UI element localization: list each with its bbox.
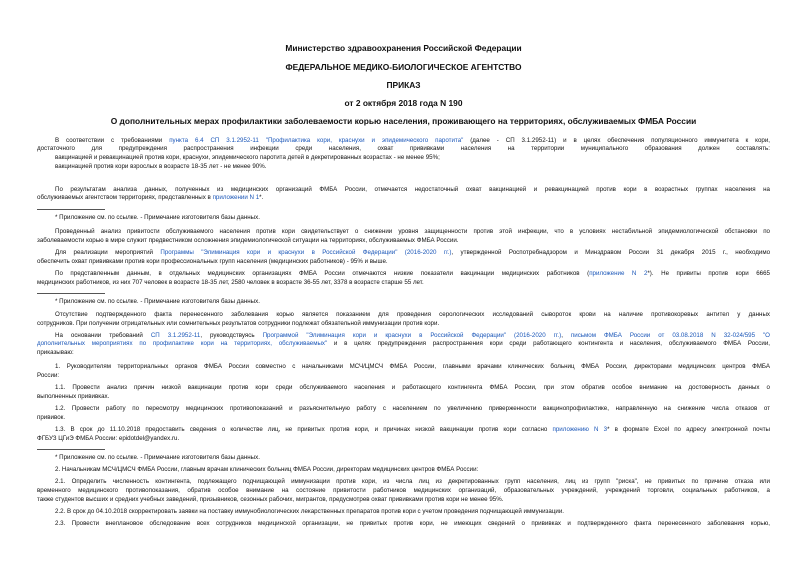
paragraph-line: По представленным данным, в отдельных медицинских организациях ФМБА России отмечаются низкие показатели вакцинации медицинских работников (приложение N 2*). Не привиты против кори 6665 [55,270,770,277]
link-fmba-letter-cont[interactable]: дополнительных мероприятиях по профилактике кори на территориях, обслуживаемых" [37,340,328,347]
order-item: также студентов высших и средних учебных заведений, призывников, сезонных рабочих, мигрантов, предусмотрев охват прививками против кори не менее 95%. [37,496,504,503]
paragraph-line: дополнительных мероприятиях по профилактике кори на территориях, обслуживаемых" и в целях предупреждения распространения кори среди работающего контингента и населения, обслуживаемого ФМБА России, [37,340,770,347]
link-program[interactable]: Программой "Элиминация кори и краснухи в Российской Федерации" (2016-2020 гг.) [262,332,562,339]
order-item: 1.3. В срок до 11.10.2018 предоставить сведения о количестве лиц, не привитых против кори, и причинах низкой вакцинации против кори согласно приложению N 3* в формате Excel по адресу электронной почты [55,426,770,433]
link-elimination-program[interactable]: Программы "Элиминация кори и краснухи в Российской Федерации" (2016-2020 гг.) [160,249,452,256]
footnote-separator [37,209,105,210]
order-item: 1. Руководителям территориальных органов ФМБА России совместно с начальниками МСЧ/ЦМСЧ ФМБА России, главными врачами клинических больниц ФМБА России, директорами медицинских центров ФМБА [55,363,770,370]
agency-title: ФЕДЕРАЛЬНОЕ МЕДИКО-БИОЛОГИЧЕСКОЕ АГЕНТСТВО [285,62,522,72]
paragraph-line: вакцинацией против кори взрослых в возрасте 18-35 лет - не менее 90%. [55,163,267,170]
order-item: 2.2. В срок до 04.10.2018 скорректировать заявки на поставку иммунобиологических лекарственных препаратов против кори с учетом проведения подчищающей иммунизации. [55,508,565,515]
paragraph-line: обеспечить охват прививками против кори профессиональных групп населения (медицинских работников) - 95% и выше. [37,258,388,265]
link-appendix-2[interactable]: приложение N 2 [589,270,648,277]
paragraph-line: медицинских работников, из них 707 человек в возрасте 18-35 лет, 2580 человек в возрасте 36-55 лет, 3378 в возрасте старше 55 лет. [37,279,424,286]
footnote-separator [37,449,105,450]
footnote: * Приложение см. по ссылке. - Примечание изготовителя базы данных. [55,454,260,461]
paragraph-line: В соответствии с требованиями пункта 6.4 СП 3.1.2952-11 "Профилактика кори, краснухи и эпидемического паротита" (далее - СП 3.1.2952-11) и в целях обеспечения популяционного иммунитета к кори, [55,137,770,144]
order-item: 2. Начальникам МСЧ/ЦМСЧ ФМБА России, главным врачам клинических больниц ФМБА России, директорам медицинских центров ФМБА России: [55,466,479,473]
document-type: ПРИКАЗ [386,80,421,90]
paragraph-line: вакцинацией и ревакцинацией против кори, краснухи, эпидемического паротита детей в декретированных возрастах - не менее 95%; [55,154,440,161]
link-fmba-letter[interactable]: письмом ФМБА России от 03.08.2018 N 32-024/595 "О [570,332,770,339]
order-item: 1.2. Провести работу по пересмотру медицинских противопоказаний и разъяснительную работу с населением по увеличению приверженности вакцинопрофилактике, направленную на снижение числа отказов от [55,405,770,412]
ministry-title: Министерство здравоохранения Российской Федерации [285,43,522,53]
footnote: * Приложение см. по ссылке. - Примечание изготовителя базы данных. [55,298,260,305]
order-item: 2.1. Определить численность контингента, подлежащего подчищающей иммунизации против кори, из числа лиц из декретированных групп населения, лиц из групп "риска", не привитых по причине отказа или [55,478,770,485]
paragraph-line: Проведенный анализ привитости обслуживаемого населения против кори свидетельствует о снижении уровня защищенности против этой инфекции, что в условиях нестабильной эпидемиологической обстановки по [55,228,770,235]
document-date-number: от 2 октября 2018 года N 190 [344,98,463,108]
link-appendix-1[interactable]: приложении N 1 [212,194,260,201]
order-item: временного медицинского противопоказания, обратив особое внимание на состояние привитости работников медицинских организаций, образовательных учреждений, учреждений торговли, социальных работников, а [37,487,770,494]
link-sp-3-1-2952-11[interactable]: СП 3.1.2952-11 [150,332,201,339]
paragraph-line: достаточного для предупреждения распространения инфекции среди населения, охват прививками населения на территории муниципального образования должен составлять: [37,145,770,152]
order-item: 2.3. Провести внеплановое обследование всех сотрудников медицинской организации, не привитых против кори, не имеющих сведений о прививках и подтвержденного факта перенесенного заболевания корью, [55,520,770,527]
footnote-separator [37,293,105,294]
paragraph-line: На основании требований СП 3.1.2952-11, руководствуясь Программой "Элиминация кори и краснухи в Российской Федерации" (2016-2020 гг.), письмом ФМБА России от 03.08.2018 N 32-024/595 "О [55,332,770,339]
paragraph-line: обслуживаемых агентством территориях, представленных в приложении N 1*. [37,194,264,201]
document-subject: О дополнительных мерах профилактики заболеваемости корью населения, проживающего на территориях, обслуживаемых ФМБА России [110,116,697,126]
paragraph-line: заболеваемости корью в мире служит предвестником осложнения эпидемиологической ситуации на территориях, обслуживаемых ФМБА России. [37,237,459,244]
paragraph-line: сотрудников. При получении отрицательных или сомнительных результатов сотрудники подлежат обязательной иммунизации против кори. [37,320,440,327]
footnote: * Приложение см. по ссылке. - Примечание изготовителя базы данных. [55,214,260,221]
paragraph-line: По результатам анализа данных, полученных из медицинских организаций ФМБА России, отмечается недостаточный охват вакцинацией и ревакцинацией против кори в возрастных группах населения на [55,186,770,193]
paragraph-line: Отсутствие подтвержденного факта перенесенного заболевания корью является показанием для проведения серологических исследований сывороток крови на наличие противокоревых антител у данных [55,311,770,318]
order-item: прививок. [37,414,66,421]
order-item: выполненных прививках. [37,393,110,400]
paragraph-line: Для реализации мероприятий Программы "Элиминация кори и краснухи в Российской Федерации" (2016-2020 гг.), утвержденной Роспотребнадзором и Минздравом России 31 декабря 2015 г., необходимо [55,249,770,256]
order-item: ФГБУЗ ЦГиЭ ФМБА России: epidotdel@yandex.ru. [37,435,180,442]
order-item: России: [37,372,60,379]
link-sp-6-4[interactable]: пункта 6.4 СП 3.1.2952-11 "Профилактика кори, краснухи и эпидемического паротита" [169,137,464,144]
paragraph-line: приказываю: [37,349,74,356]
order-item: 1.1. Провести анализ причин низкой вакцинации против кори среди обслуживаемого населения и работающего контингента ФМБА России, при этом обратив особое внимание на достоверность данных о [55,384,770,391]
link-appendix-3[interactable]: приложению N 3 [552,426,608,433]
